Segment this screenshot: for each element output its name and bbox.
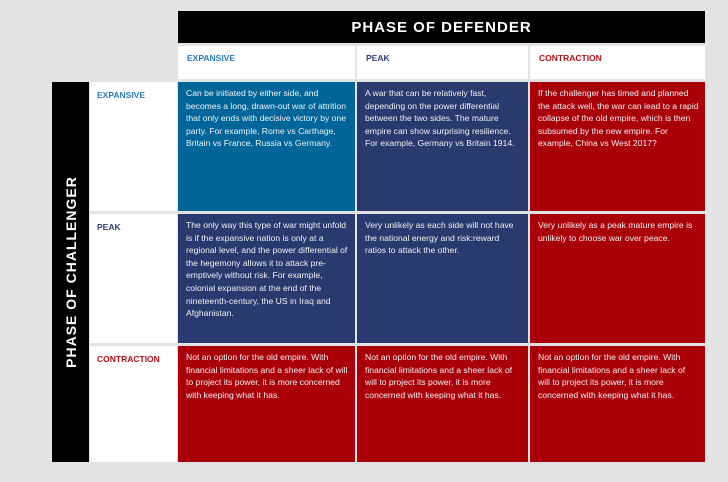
cell-peak-peak: Very unlikely as each side will not have the national energy and risk:reward ratios to attack the other. [357, 214, 528, 343]
cell-expansive-expansive: Can be initiated by either side, and becomes a long, drawn-out war of attrition that only ends with decisive victory by one party. For example, Rome vs Carthage, Britain vs France, Russia vs Germany. [178, 82, 355, 211]
challenger-axis-title-text: PHASE OF CHALLENGER [62, 176, 79, 368]
cell-expansive-contraction: If the challenger has timed and planned the attack well, the war can lead to a rapid collapse of the old empire, which is then subsumed by the new empire. For example, China vs West 2017? [530, 82, 705, 211]
column-header-expansive: EXPANSIVE [178, 46, 355, 79]
defender-axis-title-text: PHASE OF DEFENDER [351, 18, 532, 36]
column-header-contraction: CONTRACTION [530, 46, 705, 79]
cell-contraction-peak: Not an option for the old empire. With financial limitations and a sheer lack of will to project its power, it is more concerned with keeping what it has. [357, 346, 528, 462]
row-header-peak: PEAK [90, 214, 177, 343]
cell-contraction-expansive: Not an option for the old empire. With financial limitations and a sheer lack of will to project its power, it is more concerned with keeping what it has. [178, 346, 355, 462]
challenger-axis-title [52, 82, 89, 462]
row-header-expansive: EXPANSIVE [90, 82, 177, 211]
cell-contraction-contraction: Not an option for the old empire. With financial limitations and a sheer lack of will to project its power, it is more concerned with keeping what it has. [530, 346, 705, 462]
defender-axis-title [178, 11, 705, 43]
row-header-contraction: CONTRACTION [90, 346, 177, 462]
cell-expansive-peak: A war that can be relatively fast, depending on the power differential between the two sides. The mature empire can show surprising resilience. For example, Germany vs Britain 1914. [357, 82, 528, 211]
cell-peak-contraction: Very unlikely as a peak mature empire is unlikely to choose war over peace. [530, 214, 705, 343]
cell-peak-expansive: The only way this type of war might unfold is if the expansive nation is only at a regional level, and the power differential of the hegemony allows it to attack pre-emptively without risk. For example, colonial expansion at the end of the nineteenth-century, the US in Iraq and Afghanistan. [178, 214, 355, 343]
column-header-peak: PEAK [357, 46, 528, 79]
